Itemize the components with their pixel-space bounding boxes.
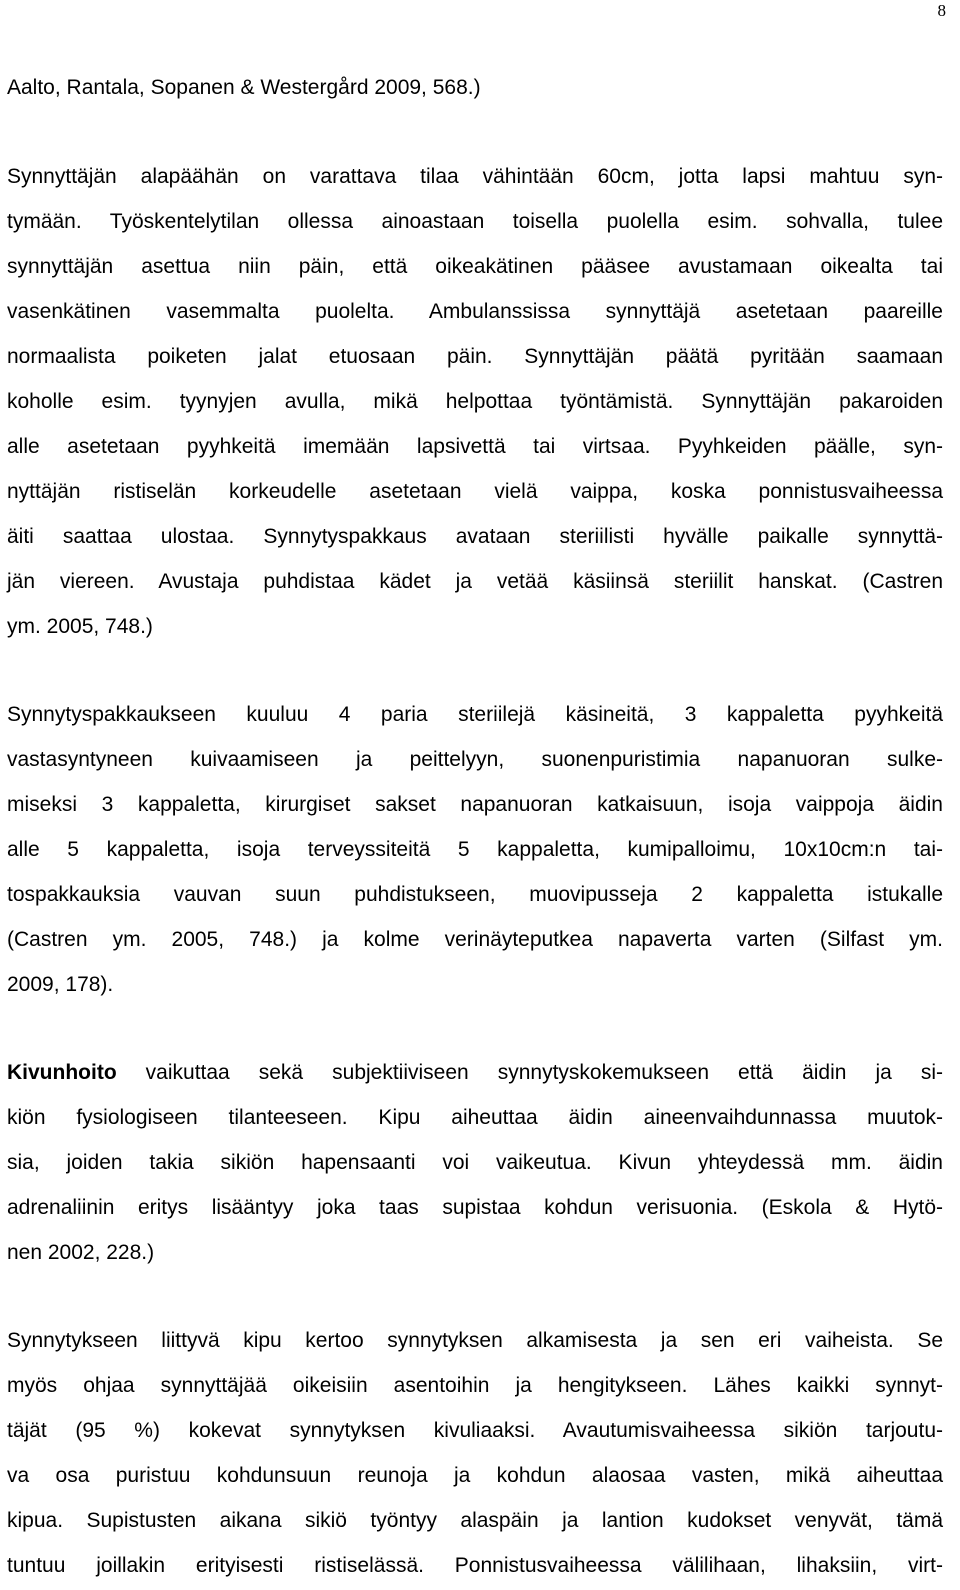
paragraph-2-line-5: normaalista poiketen jalat etuosaan päin. Synnyttäjän päätä pyritään saamaan (7, 345, 943, 368)
paragraph-5-line-5: kipua. Supistusten aikana sikiö työntyy alaspäin ja lantion kudokset venyvät, tämä (7, 1509, 943, 1532)
paragraph-5-line-6: tuntuu joillakin erityisesti ristiselässä. Ponnistusvaiheessa välilihaan, lihaksiin, virt- (7, 1554, 943, 1577)
paragraph-2-line-8: nyttäjän ristiselän korkeudelle asetetaan vielä vaippa, koska ponnistusvaiheessa (7, 480, 943, 503)
paragraph-3-line-7: 2009, 178). (7, 973, 114, 996)
paragraph-4-line-3: sia, joiden takia sikiön hapensaanti voi vaikeutua. Kivun yhteydessä mm. äidin (7, 1151, 943, 1174)
paragraph-2-line-7: alle asetetaan pyyhkeitä imemään lapsivettä tai virtsaa. Pyyhkeiden päälle, syn- (7, 435, 943, 458)
paragraph-5-line-4: va osa puristuu kohdunsuun reunoja ja kohdun alaosaa vasten, mikä aiheuttaa (7, 1464, 943, 1487)
paragraph-4-line-1 (7, 1059, 943, 1087)
paragraph-2-line-10: jän viereen. Avustaja puhdistaa kädet ja vetää käsiinsä steriilit hanskat. (Castren (7, 570, 943, 593)
paragraph-5-line-2: myös ohjaa synnyttäjää oikeisiin asentoihin ja hengitykseen. Lähes kaikki synnyt- (7, 1374, 943, 1397)
paragraph-4-line-2: kiön fysiologiseen tilanteeseen. Kipu aiheuttaa äidin aineenvaihdunnassa muutok- (7, 1106, 943, 1129)
paragraph-1-line-1: Aalto, Rantala, Sopanen & Westergård 2009, 568.) (7, 76, 481, 99)
paragraph-2-line-3: synnyttäjän asettua niin päin, että oikeakätinen pääsee avustamaan oikealta tai (7, 255, 943, 278)
paragraph-3-line-4: alle 5 kappaletta, isoja terveyssiteitä 5 kappaletta, kumipalloimu, 10x10cm:n tai- (7, 838, 943, 861)
paragraph-3-line-5: tospakkauksia vauvan suun puhdistukseen, muovipusseja 2 kappaletta istukalle (7, 883, 943, 906)
paragraph-3-line-2: vastasyntyneen kuivaamiseen ja peittelyyn, suonenpuristimia napanuoran sulke- (7, 748, 943, 771)
page-number: 8 (937, 1, 946, 20)
paragraph-2-line-2: tymään. Työskentelytilan ollessa ainoastaan toisella puolella esim. sohvalla, tulee (7, 210, 943, 233)
paragraph-3-line-3: miseksi 3 kappaletta, kirurgiset sakset napanuoran katkaisuun, isoja vaippoja äidin (7, 793, 943, 816)
paragraph-2-line-6: koholle esim. tyynyjen avulla, mikä helpottaa työntämistä. Synnyttäjän pakaroiden (7, 390, 943, 413)
paragraph-4-line-5: nen 2002, 228.) (7, 1241, 155, 1264)
paragraph-4-line-4: adrenaliinin eritys lisääntyy joka taas supistaa kohdun verisuonia. (Eskola & Hytö- (7, 1196, 943, 1219)
paragraph-2-line-1: Synnyttäjän alapäähän on varattava tilaa vähintään 60cm, jotta lapsi mahtuu syn- (7, 165, 943, 188)
paragraph-4-line-1-rest: vaikuttaa sekä subjektiiviseen synnytyskokemukseen että äidin ja si- (116, 1061, 943, 1084)
paragraph-5-line-1: Synnytykseen liittyvä kipu kertoo synnytyksen alkamisesta ja sen eri vaiheista. Se (7, 1329, 943, 1352)
paragraph-3-line-1: Synnytyspakkaukseen kuuluu 4 paria steriilejä käsineitä, 3 kappaletta pyyhkeitä (7, 703, 943, 726)
bold-term: Kivunhoito (7, 1061, 117, 1084)
paragraph-5-line-3: täjät (95 %) kokevat synnytyksen kivuliaaksi. Avautumisvaiheessa sikiön tarjoutu- (7, 1419, 943, 1442)
paragraph-2-line-4: vasenkätinen vasemmalta puolelta. Ambulanssissa synnyttäjä asetetaan paareille (7, 300, 943, 323)
paragraph-3-line-6: (Castren ym. 2005, 748.) ja kolme verinäyteputkea napaverta varten (Silfast ym. (7, 928, 943, 951)
paragraph-2-line-11: ym. 2005, 748.) (7, 615, 153, 638)
paragraph-2-line-9: äiti saattaa ulostaa. Synnytyspakkaus avataan steriilisti hyvälle paikalle synnyttä- (7, 525, 943, 548)
